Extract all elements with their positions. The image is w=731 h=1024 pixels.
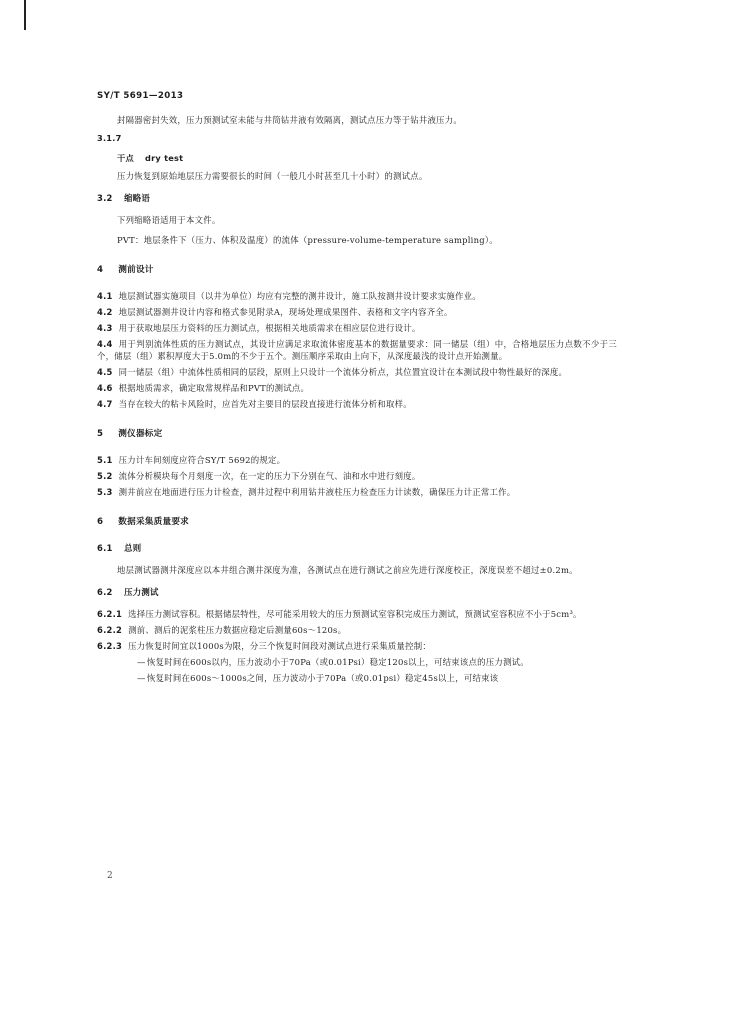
clause-item-number: 4.1: [97, 291, 113, 301]
clause-item-number: 6.2.2: [97, 625, 123, 635]
clause-item-text: 根据地质需求，确定取常规样品和PVT的测试点。: [118, 383, 310, 393]
clause-item-number: 5.2: [97, 471, 113, 481]
section-title: 总则: [124, 543, 142, 553]
clause-number-3-1-7: 3.1.7: [97, 133, 122, 143]
clause-item: [97, 640, 617, 652]
section-6-1-heading: [97, 542, 617, 554]
chapter-title: 数据采集质量要求: [118, 517, 190, 527]
dash-marker: —: [137, 673, 146, 683]
section-3-2-heading: [97, 192, 617, 204]
section-6-2-heading: [97, 586, 617, 598]
clause-item-number: 5.1: [97, 455, 113, 465]
dash-list-text: 恢复时间在600s以内，压力波动小于70Pa（或0.01Psi）稳定120s以上，可结束该点的压力测试。: [147, 657, 529, 667]
section-number: 6.2: [97, 587, 113, 597]
clause-item-number: 4.2: [97, 307, 113, 317]
clause-item-number: 4.6: [97, 383, 113, 393]
page-number: 2: [107, 871, 113, 881]
chapter-5-heading: [97, 428, 617, 440]
clause-item: [97, 338, 617, 362]
chapter-4-heading: [97, 264, 617, 276]
dash-marker: —: [137, 657, 146, 667]
clause-item: [97, 608, 617, 620]
section-title: 压力测试: [124, 587, 159, 597]
standard-code: SY/T 5691—2013: [97, 91, 184, 101]
clause-item-text: 测前、测后的泥浆柱压力数据应稳定后测量60s～120s。: [128, 625, 347, 635]
chapter-5-items: [97, 454, 617, 498]
clause-item-number: 4.3: [97, 323, 113, 333]
term-en: dry test: [145, 153, 184, 163]
clause-item-number: 6.2.1: [97, 609, 123, 619]
clause-item-number: 4.4: [97, 339, 113, 349]
clause-item-number: 4.7: [97, 399, 113, 409]
continuation-paragraph: 封隔器密封失效，压力预测试室未能与井筒钻井液有效隔离，测试点压力等于钻井液压力。: [117, 115, 462, 125]
clause-item-text: 当存在较大的粘卡风险时，应首先对主要目的层段直接进行流体分析和取样。: [118, 399, 412, 409]
term-heading: [117, 152, 617, 164]
dash-list-item: [97, 672, 617, 684]
clause-item: [97, 454, 617, 466]
term-definition: 压力恢复到原始地层压力需要很长的时间（一般几小时甚至几十小时）的测试点。: [117, 171, 428, 181]
abbr-pvt: PVT：地层条件下（压力、体积及温度）的流体（pressure-volume-temperature sampling）。: [117, 235, 498, 245]
scan-edge-line: [24, 0, 26, 30]
chapter-title: 测仪器标定: [118, 429, 163, 439]
clause-item-text: 地层测试器实施项目（以井为单位）均应有完整的测井设计，施工队按测井设计要求实施作业。: [118, 291, 481, 301]
clause-item-text: 压力恢复时间宜以1000s为限，分三个恢复时间段对测试点进行采集质量控制：: [128, 641, 431, 651]
section-number: 3.2: [97, 193, 113, 203]
clause-item-number: 6.2.3: [97, 641, 123, 651]
clause-item: [97, 398, 617, 410]
general-paragraph: 地层测试器测井深度应以本井组合测井深度为准，各测试点在进行测试之前应先进行深度校正，深度误差不超过±0.2m。: [117, 565, 578, 575]
clause-item-text: 地层测试器测井设计内容和格式参见附录A，现场处理成果图件、表格和文字内容齐全。: [118, 307, 453, 317]
term-zh: 干点: [117, 153, 134, 163]
clause-item-text: 选择压力测试容积。根据储层特性，尽可能采用较大的压力预测试室容积完成压力测试，预测试室容积应不小于5cm³。: [128, 609, 582, 619]
chapter-6-heading: [97, 516, 617, 528]
clause-item-text: 压力计车间刻度应符合SY/T 5692的规定。: [118, 455, 286, 465]
clause-item: [97, 382, 617, 394]
clause-item-number: 5.3: [97, 487, 113, 497]
dash-list-item: [97, 656, 617, 668]
dash-list-text: 恢复时间在600s～1000s之间，压力波动小于70Pa（或0.01psi）稳定45s以上，可结束该: [147, 673, 499, 683]
clause-item-number: 4.5: [97, 367, 113, 377]
clause-item: [97, 366, 617, 378]
chapter-number: 4: [97, 265, 104, 275]
document-page: [97, 80, 637, 900]
clause-item-text: 用于判别流体性质的压力测试点，其设计应满足求取流体密度基本的数据量要求：同一储层（组）中，合格地层压力点数不少于三个，储层（组）累积厚度大于5.0m的不少于五个。测压顺序采取由上向下，从深度最浅的设计点开始测量。: [97, 339, 617, 361]
chapter-4-items: [97, 290, 617, 410]
clause-item-text: 用于获取地层压力资料的压力测试点，根据相关地质需求在相应层位进行设计。: [118, 323, 421, 333]
body-text: [97, 114, 617, 688]
clause-item: [97, 624, 617, 636]
clause-item: [97, 470, 617, 482]
chapter-title: 测前设计: [118, 265, 154, 275]
clause-item: [97, 306, 617, 318]
clause-item: [97, 290, 617, 302]
clause-item: [97, 322, 617, 334]
section-number: 6.1: [97, 543, 113, 553]
chapter-number: 5: [97, 429, 104, 439]
abbr-intro: 下列缩略语适用于本文件。: [117, 215, 221, 225]
clause-item-text: 流体分析模块每个月刻度一次，在一定的压力下分别在气、油和水中进行刻度。: [118, 471, 421, 481]
clause-item: [97, 486, 617, 498]
section-title: 缩略语: [124, 193, 151, 203]
clause-item-text: 同一储层（组）中流体性质相同的层段，原则上只设计一个流体分析点，其位置宜设计在本测试段中物性最好的深度。: [118, 367, 568, 377]
clause-item-text: 测井前应在地面进行压力计检查，测井过程中利用钻井液柱压力检查压力计读数，确保压力计正常工作。: [118, 487, 516, 497]
chapter-number: 6: [97, 517, 104, 527]
